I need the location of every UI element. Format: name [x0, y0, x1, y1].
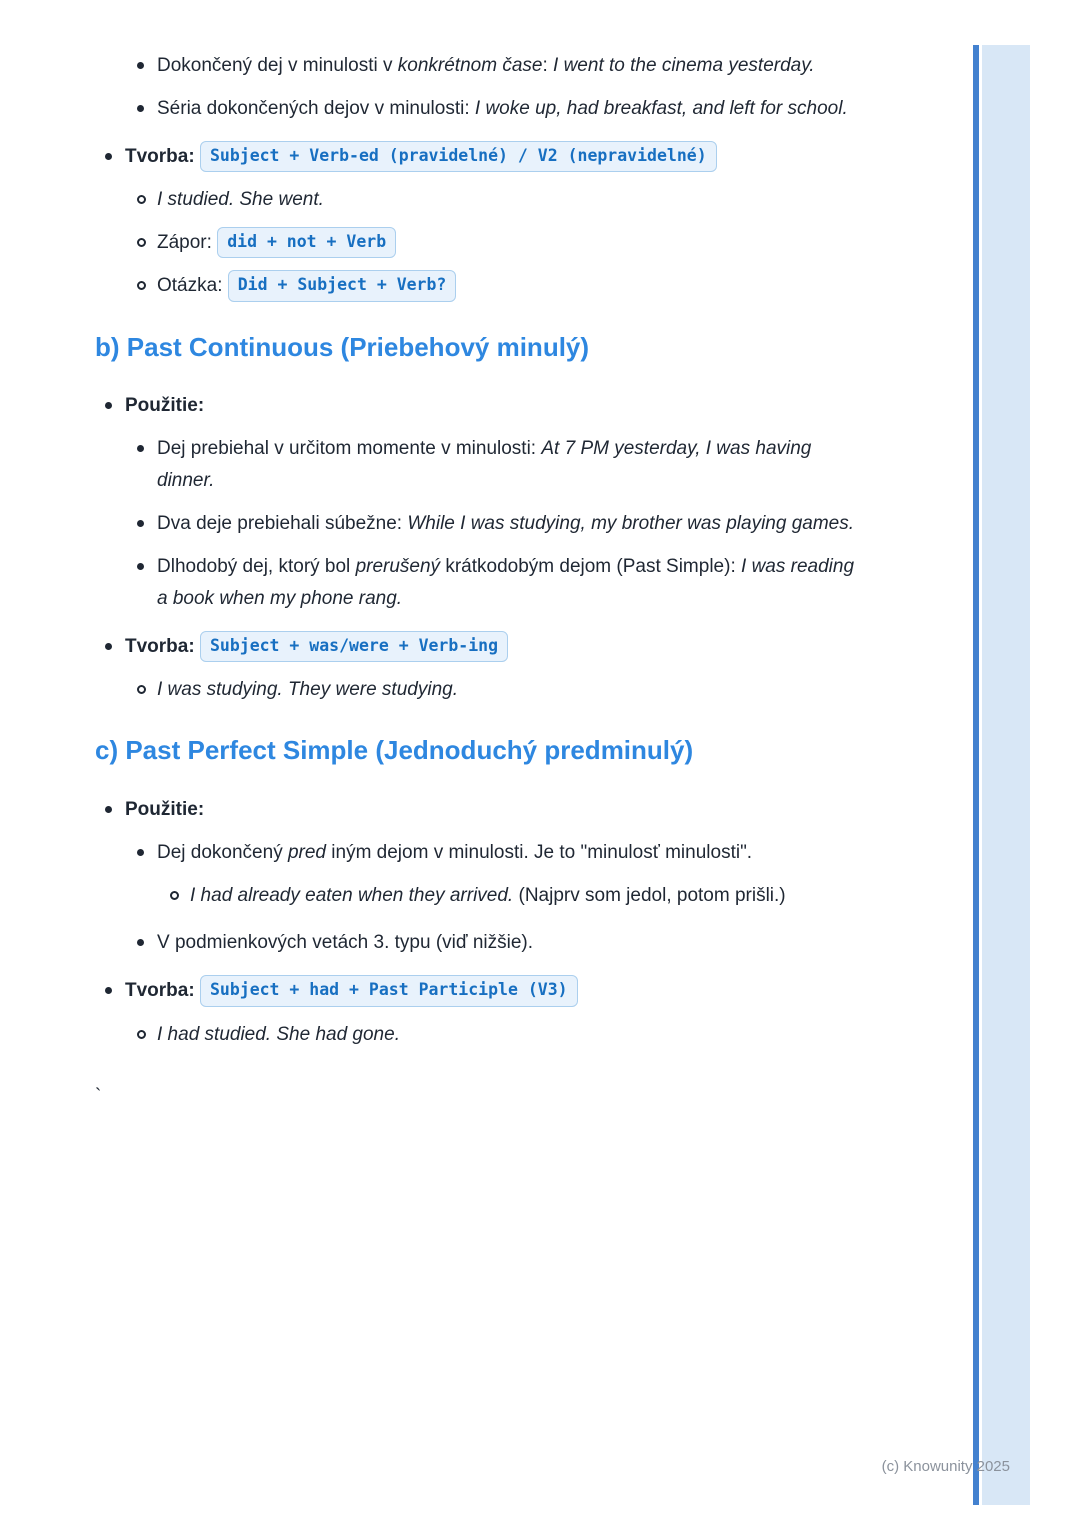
list-item — [95, 93, 857, 125]
list-item — [95, 184, 857, 216]
text-segment: Zápor: — [157, 231, 218, 253]
text-segment: Séria dokončených dejov v minulosti: — [157, 97, 475, 119]
italic-text: I was studying. They were studying. — [157, 679, 458, 701]
list-item-text — [157, 932, 533, 953]
list-item-text — [157, 556, 854, 609]
list-item-text — [190, 885, 786, 906]
bullet-icon — [137, 62, 144, 69]
bullet-icon — [137, 281, 146, 290]
list-item — [95, 837, 857, 869]
italic-text: While I was studying, my brother was playing games. — [407, 513, 855, 535]
bold-text: Tvorba: — [125, 145, 200, 167]
bullet-icon — [105, 153, 112, 160]
list-item-text — [157, 1024, 400, 1045]
bullet-icon — [137, 939, 144, 946]
bullet-icon — [137, 238, 146, 247]
bullet-icon — [170, 891, 179, 900]
list-item — [95, 975, 857, 1007]
list-item-text — [125, 799, 204, 820]
text-segment: (Najprv som jedol, potom prišli.) — [513, 884, 786, 906]
list-item-text — [125, 636, 508, 657]
text-segment: Dlhodobý dej, ktorý bol — [157, 555, 356, 577]
list-item — [95, 270, 857, 302]
footer-copyright: (c) Knowunity 2025 — [881, 1458, 1010, 1475]
list-item-text — [157, 98, 848, 119]
list-item-text — [125, 980, 578, 1001]
bullet-icon — [137, 685, 146, 694]
bullet-icon — [137, 520, 144, 527]
bullet-icon — [137, 445, 144, 452]
document-content — [95, 50, 857, 1112]
italic-text: At 7 PM yesterday, I was having dinner. — [157, 438, 812, 492]
list-item — [95, 794, 857, 826]
list-item — [95, 674, 857, 706]
section-heading: b) Past Continuous (Priebehový minulý) — [95, 331, 590, 362]
text-segment: Dej prebiehal v určitom momente v minulosti: — [157, 438, 542, 460]
bold-text: Použitie: — [125, 798, 205, 820]
italic-text: I went to the cinema yesterday. — [553, 55, 815, 76]
italic-text: I had already eaten when they arrived. — [190, 884, 514, 906]
bullet-icon — [137, 563, 144, 570]
bullet-icon — [105, 643, 112, 650]
code-badge: Did + Subject + Verb? — [228, 270, 457, 301]
list-item — [95, 508, 857, 540]
text-segment: Dej dokončený — [157, 841, 288, 863]
bullet-icon — [137, 1030, 146, 1039]
list-item — [95, 227, 857, 259]
italic-text: pred — [287, 841, 326, 863]
list-item-text — [125, 146, 717, 167]
list-item-text — [157, 438, 811, 491]
list-item-text — [125, 395, 204, 416]
bullet-icon — [105, 806, 112, 813]
text-segment: Dva deje prebiehali súbežne: — [157, 513, 408, 535]
code-badge: Subject + Verb-ed (pravidelné) / V2 (nepravidelné) — [200, 141, 717, 172]
side-margin-panel — [982, 45, 1030, 1505]
list-item — [95, 390, 857, 422]
bullet-icon — [137, 105, 144, 112]
italic-text: prerušený — [355, 555, 441, 577]
text-segment: iným dejom v minulosti. Je to "minulosť minulosti". — [326, 841, 753, 863]
section-heading: c) Past Perfect Simple (Jednoduchý predminulý) — [95, 734, 694, 765]
list-item — [95, 141, 857, 173]
italic-text: konkrétnom čase — [397, 55, 543, 76]
code-badge: did + not + Verb — [217, 227, 396, 258]
text-segment: V podmienkových vetách 3. typu (viď nižšie). — [157, 932, 534, 954]
text-segment: : — [542, 55, 554, 76]
italic-text: I studied. She went. — [157, 189, 324, 211]
bold-text: Tvorba: — [125, 635, 200, 657]
list-item — [95, 631, 857, 663]
bullet-icon — [137, 849, 144, 856]
list-item — [95, 1019, 857, 1051]
italic-text: I had studied. She had gone. — [157, 1023, 400, 1045]
italic-text: I was reading a book when my phone rang. — [157, 555, 855, 609]
side-accent-line — [973, 45, 979, 1505]
text-segment: krátkodobým dejom (Past Simple): — [440, 555, 742, 577]
list-item-text — [157, 55, 815, 76]
list-item-text — [157, 842, 752, 863]
bullet-icon — [137, 195, 146, 204]
list-item — [95, 433, 857, 497]
code-badge: Subject + had + Past Participle (V3) — [200, 975, 578, 1006]
list-item-text — [157, 679, 458, 700]
list-item-text — [157, 189, 324, 210]
bold-text: Tvorba: — [125, 980, 200, 1002]
stray-character: ` — [95, 1085, 102, 1107]
list-item — [95, 551, 857, 615]
text-segment: Dokončený dej v minulosti v — [157, 55, 398, 76]
code-badge: Subject + was/were + Verb-ing — [200, 631, 508, 662]
bullet-icon — [105, 987, 112, 994]
list-item — [95, 880, 857, 912]
italic-text: I woke up, had breakfast, and left for school. — [474, 97, 848, 119]
list-item-text — [157, 232, 396, 253]
list-item-text — [157, 275, 456, 296]
text-segment: Otázka: — [157, 275, 228, 297]
bullet-icon — [105, 402, 112, 409]
bold-text: Použitie: — [125, 395, 205, 417]
list-item — [95, 50, 857, 82]
list-item — [95, 927, 857, 959]
list-item-text — [157, 513, 854, 534]
